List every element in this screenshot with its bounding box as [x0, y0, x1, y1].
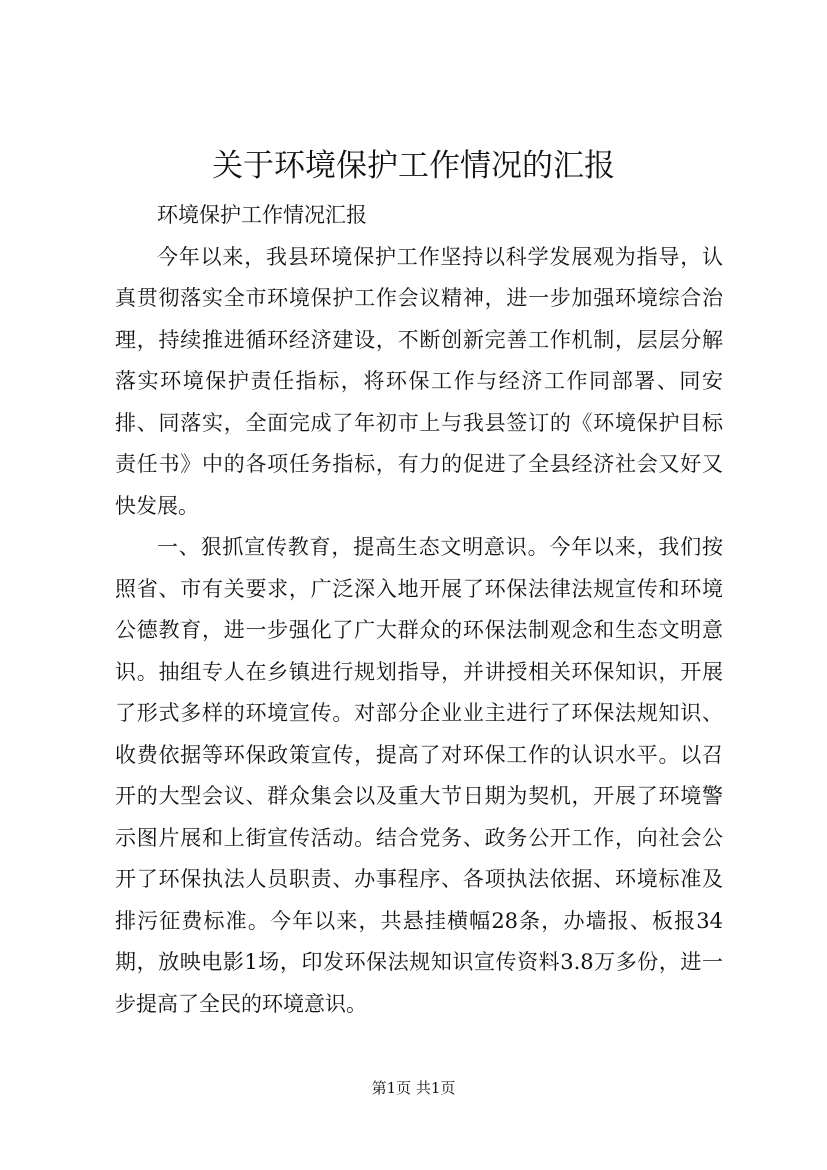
document-subtitle: 环境保护工作情况汇报: [157, 203, 367, 227]
document-body: [115, 195, 723, 1025]
paragraph-publicity-education: 一、狠抓宣传教育，提高生态文明意识。今年以来，我们按照省、市有关要求，广泛深入地开展了环保法律法规宣传和环境公德教育，进一步强化了广大群众的环保法制观念和生态文明意识。抽组专人在乡镇进行规划指导，并讲授相关环保知识，开展了形式多样的环境宣传。对部分企业业主进行了环保法规知识、收费依据等环保政策宣传，提高了对环保工作的认识水平。以召开的大型会议、群众集会以及重大节日期为契机，开展了环境警示图片展和上街宣传活动。结合党务、政务公开工作，向社会公开了环保执法人员职责、办事程序、各项执法依据、环境标准及排污征费标准。今年以来，共悬挂横幅28条，办墙报、板报34期，放映电影1场，印发环保法规知识宣传资料3.8万多份，进一步提高了全民的环境意识。: [115, 535, 723, 1016]
paragraph-intro: 今年以来，我县环境保护工作坚持以科学发展观为指导，认真贯彻落实全市环境保护工作会议精神，进一步加强环境综合治理，持续推进循环经济建设，不断创新完善工作机制，层层分解落实环境保护责任指标，将环保工作与经济工作同部署、同安排、同落实，全面完成了年初市上与我县签订的《环境保护目标责任书》中的各项任务指标，有力的促进了全县经济社会又好又快发展。: [115, 244, 723, 518]
document-title: 关于环境保护工作情况的汇报: [212, 148, 615, 184]
page-number-footer: 第1页 共1页: [371, 1079, 456, 1097]
